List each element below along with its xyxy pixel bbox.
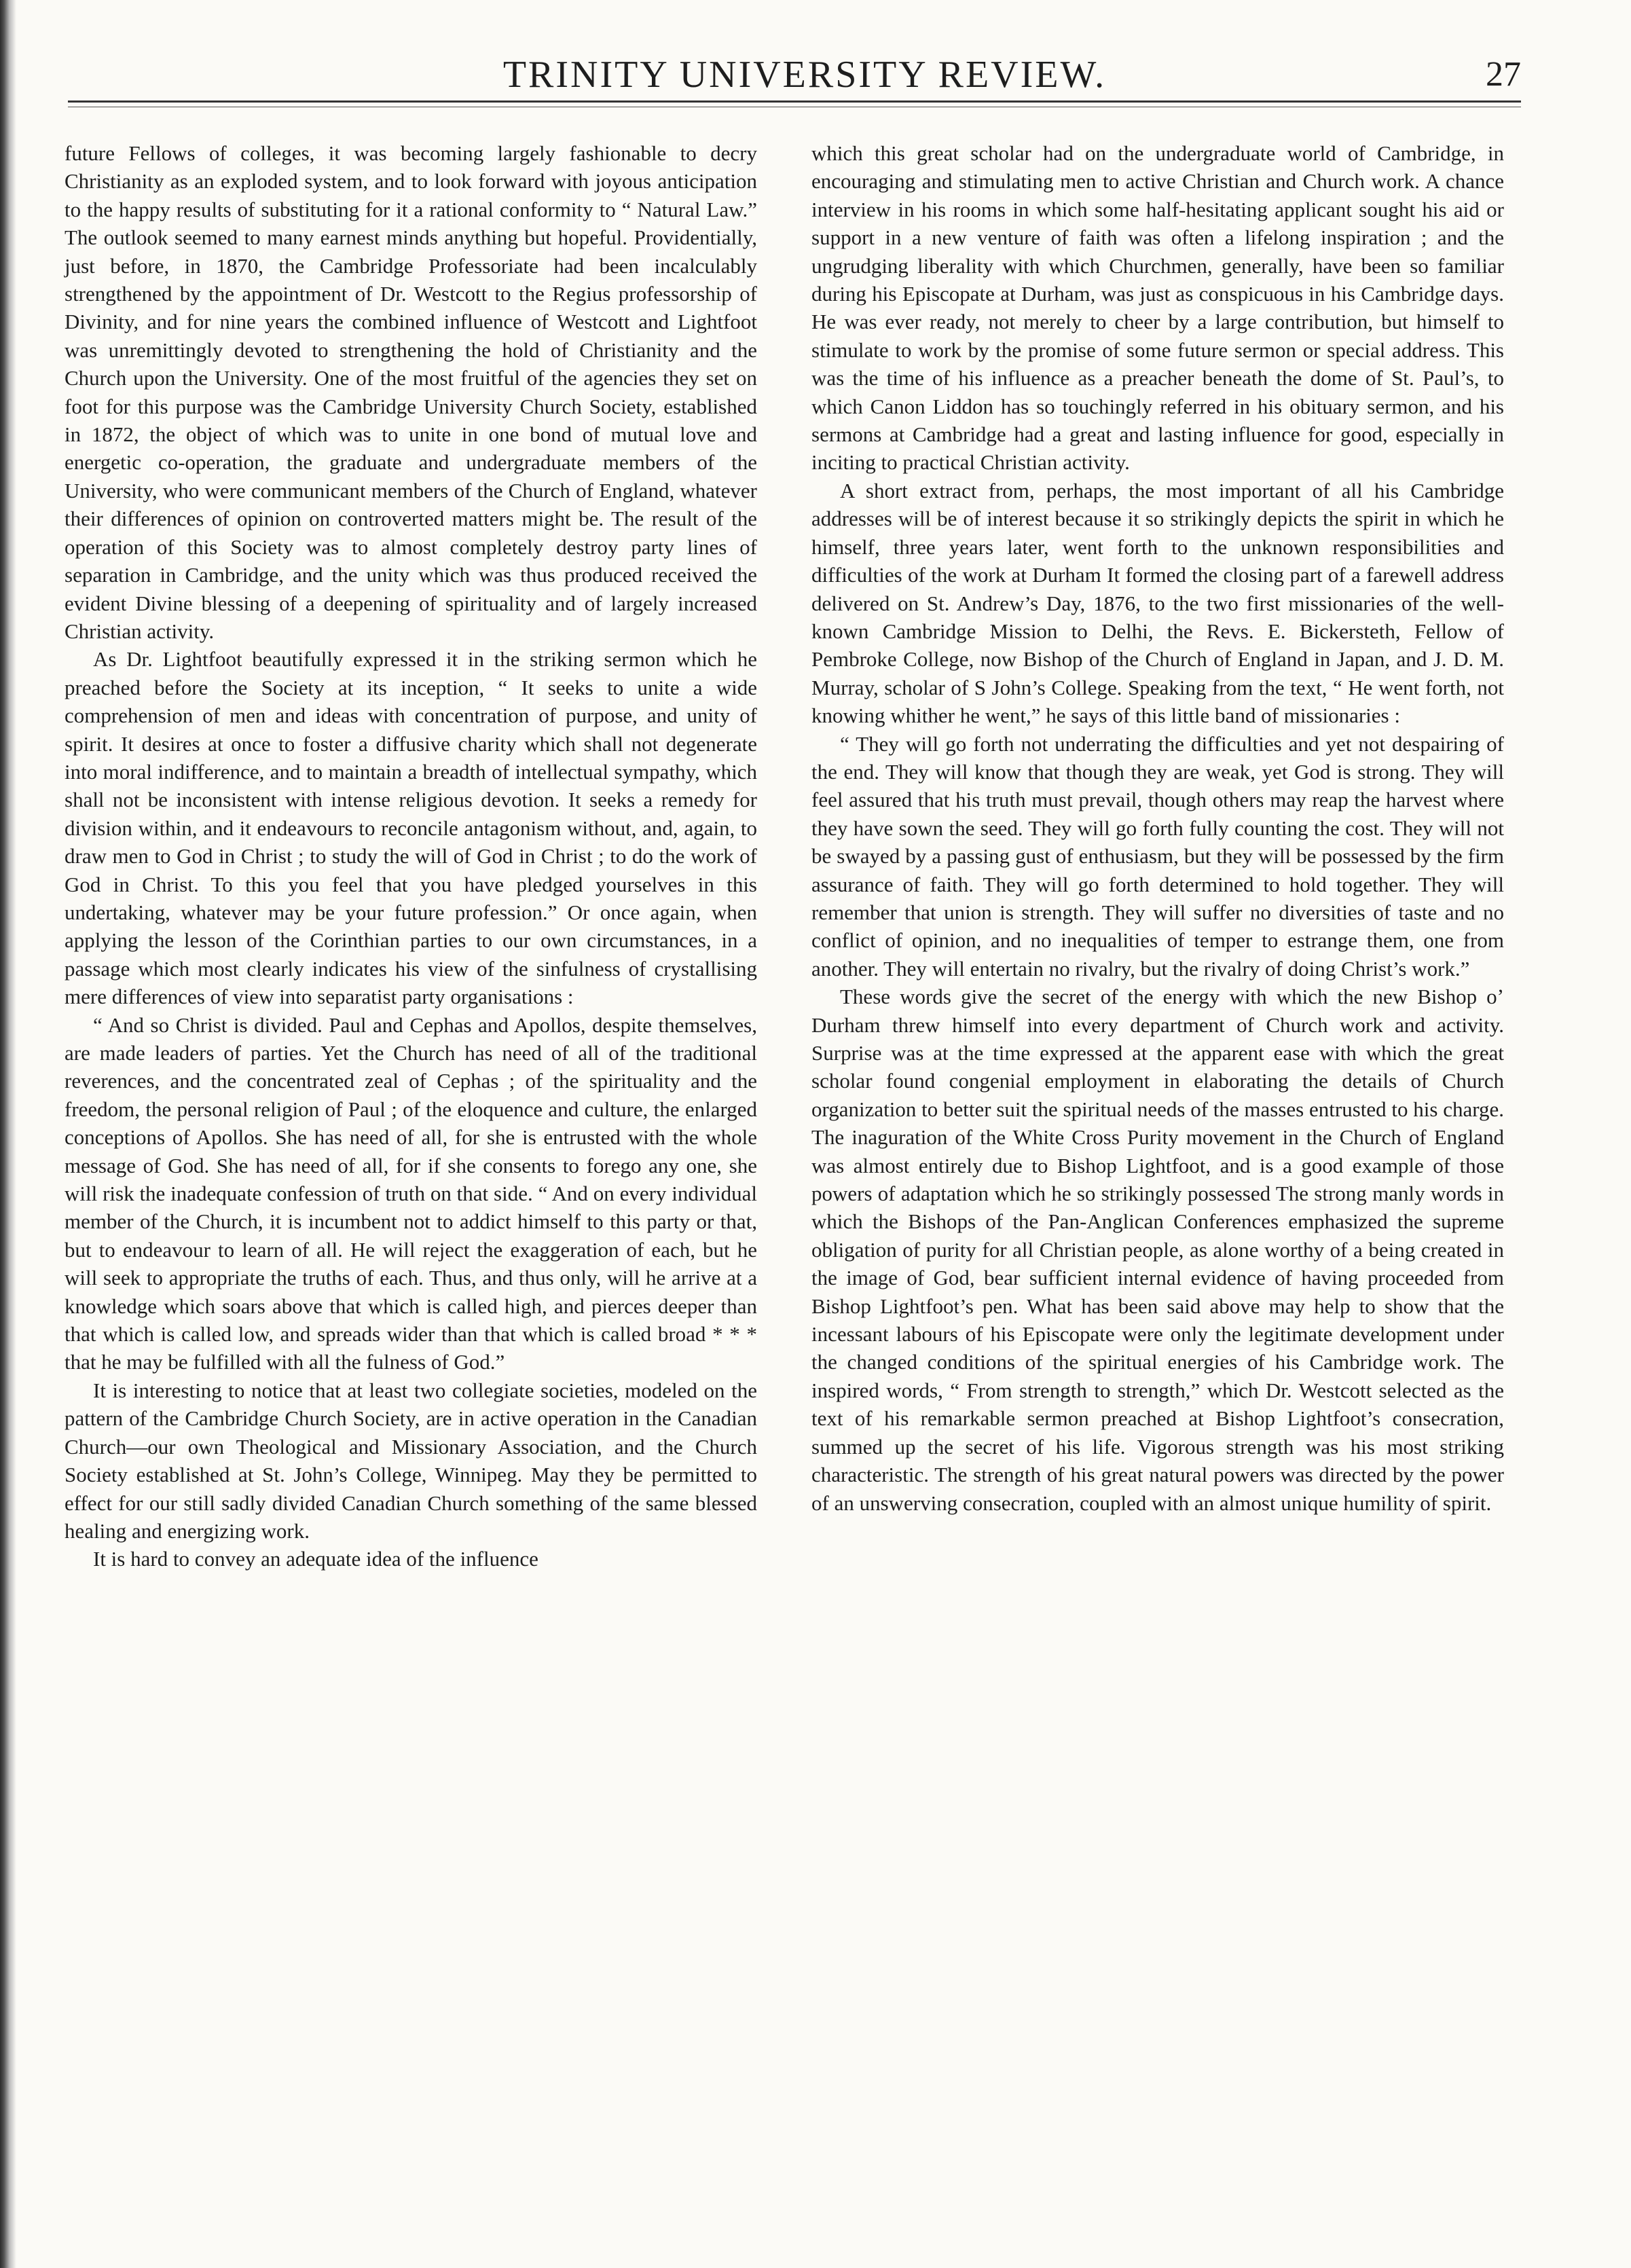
right-column xyxy=(811,139,1504,1517)
quotation-paragraph: “ They will go forth not underrating the difficulties and yet not despairing of the end. They will know that though they are weak, yet God is strong. They will feel assured that his truth must prevail, though others may reap the harvest where they have sown the seed. They will go forth fully counting the cost. They will not be swayed by a passing gust of enthusiasm, but they will be possessed by the firm assurance of faith. They will go forth determined to hold together. They will remember that union is strength. They will suffer no diversities of taste and no conflict of opinion, and no inequalities of temper to estrange them, one from another. They will entertain no rivalry, but the rivalry of doing Christ’s work.” xyxy=(811,731,1504,981)
paragraph: It is hard to convey an adequate idea of the influence xyxy=(93,1547,538,1571)
running-title: TRINITY UNIVERSITY REVIEW. xyxy=(502,54,1107,96)
left-column xyxy=(65,139,757,1573)
page-number: 27 xyxy=(1486,55,1521,94)
paragraph: A short extract from, perhaps, the most important of all his Cambridge addresses will be of interest because it so strikingly depicts the spirit in which he himself, three years later, went forth to the unknown responsibilities and difficulties of the work at Durham It formed the closing part of a farewell address delivered on St. Andrew’s Day, 1876, to the two first missionaries of the well-known Cambridge Mission to Delhi, the Revs. E. Bickersteth, Fellow of Pembroke College, now Bishop of the Church of England in Japan, and J. D. M. Murray, scholar of S John’s College. Speaking from the text, “ He went forth, not knowing whither he went,” he says of this little band of missionaries : xyxy=(811,478,1504,728)
paragraph: These words give the secret of the energy with which the new Bishop oʼ Durham threw himself into every department of Church work and activity. Surprise was at the time expressed at the apparent ease with which the great scholar found congenial employment in elaborating the details of Church organization to better suit the spiritual needs of the masses entrusted to his charge. The inaguration of the White Cross Purity movement in the Church of England was almost entirely due to Bishop Lightfoot, and is a good example of those powers of adaptation which he so strikingly possessed The strong manly words in which the Bishops of the Pan-Anglican Conferences emphasized the supreme obligation of purity for all Christian people, as alone worthy of a being created in the image of God, bear sufficient internal evidence of having proceeded from Bishop Lightfoot’s pen. What has been said above may help to show that the incessant labours of his Episcopate were only the legitimate development under the changed conditions of the spiritual energies of his Cambridge work. The inspired words, “ From strength to strength,” which Dr. Westcott selected as the text of his remarkable sermon preached at Bishop Lightfoot’s consecration, summed up the secret of his life. Vigorous strength was his most striking characteristic. The strength of his great natural powers was directed by the power of an unswerving consecration, coupled with an almost unique humility of spirit. xyxy=(811,985,1504,1515)
paragraph: As Dr. Lightfoot beautifully expressed it in the striking sermon which he preached before the Society at its inception, “ It seeks to unite a wide comprehension of men and ideas with concentration of purpose, and unity of spirit. It desires at once to foster a diffusive charity which shall not degenerate into moral indifference, and to maintain a breadth of intellectual sympathy, which shall not be inconsistent with intense religious devotion. It seeks a remedy for division within, and it endeavours to reconcile antagonism without, and, again, to draw men to God in Christ ; to study the will of God in Christ ; to do the work of God in Christ. To this you feel that you have pledged yourselves in this undertaking, whatever may be your future profession.” Or once again, when applying the lesson of the Corinthian parties to our own circumstances, in a passage which most clearly indicates his view of the sinfulness of crystallising mere differences of view into separatist party organisations : xyxy=(65,647,757,1009)
quotation-paragraph: “ And so Christ is divided. Paul and Cephas and Apollos, despite themselves, are made leaders of parties. Yet the Church has need of all of the traditional reverences, and the concentrated zeal of Cephas ; of the spirituality and the freedom, the personal religion of Paul ; of the eloquence and culture, the enlarged conceptions of Apollos. She has need of all, for she is entrusted with the whole message of God. She has need of all, for if she consents to forego any one, she will risk the inadequate confession of truth on that side. “ And on every individual member of the Church, it is incumbent not to addict himself to this party or that, but to endeavour to learn of all. He will reject the exaggeration of each, but he will seek to appropriate the truths of each. Thus, and thus only, will he arrive at a knowledge which soars above that which is called high, and pierces deeper than that which is called low, and spreads wider than that which is called broad * * * that he may be fulfilled with all the fulness of God.” xyxy=(65,1012,757,1374)
header-rule xyxy=(68,100,1521,107)
paragraph: future Fellows of colleges, it was becoming largely fashionable to decry Christianity as an exploded system, and to look forward with joyous anticipation to the happy results of substituting for it a rational conformity to “ Natural Law.” The outlook seemed to many earnest minds anything but hopeful. Providentially, just before, in 1870, the Cambridge Professoriate had been incalculably strengthened by the appointment of Dr. Westcott to the Regius professorship of Divinity, and for nine years the combined influence of Westcott and Lightfoot was unremittingly devoted to strengthening the hold of Christianity and the Church upon the University. One of the most fruitful of the agencies they set on foot for this purpose was the Cambridge University Church Society, established in 1872, the object of which was to unite in one bond of mutual love and energetic co-operation, the graduate and undergraduate members of the University, who were communicant members of the Church of England, whatever their differences of opinion on controverted matters might be. The result of the operation of this Society was to almost completely destroy party lines of separation in Cambridge, and the unity which was thus produced received the evident Divine blessing of a deepening of spirituality and of largely increased Christian activity. xyxy=(65,141,757,643)
paragraph: which this great scholar had on the undergraduate world of Cambridge, in encouraging and stimulating men to active Christian and Church work. A chance interview in his rooms in which some half-hesitating applicant sought his aid or support in a new venture of faith was often a lifelong inspiration ; and the ungrudging liberality with which Churchmen, generally, have been so familiar during his Episcopate at Durham, was just as conspicuous in his Cambridge days. He was ever ready, not merely to cheer by a large contribution, but himself to stimulate to work by the promise of some future sermon or special address. This was the time of his influence as a preacher beneath the dome of St. Paul’s, to which Canon Liddon has so touchingly referred in his obituary sermon, and his sermons at Cambridge had a great and lasting influence for good, especially in inciting to practical Christian activity. xyxy=(811,141,1504,475)
binding-spine-edge xyxy=(0,0,16,2268)
page-header xyxy=(88,46,1521,107)
paragraph: It is interesting to notice that at least two collegiate societies, modeled on the pattern of the Cambridge Church Society, are in active operation in the Canadian Church—our own Theological and Missionary Association, and the Church Society established at St. John’s College, Winnipeg. May they be permitted to effect for our still sadly divided Canadian Church something of the same blessed healing and energizing work. xyxy=(65,1378,757,1543)
